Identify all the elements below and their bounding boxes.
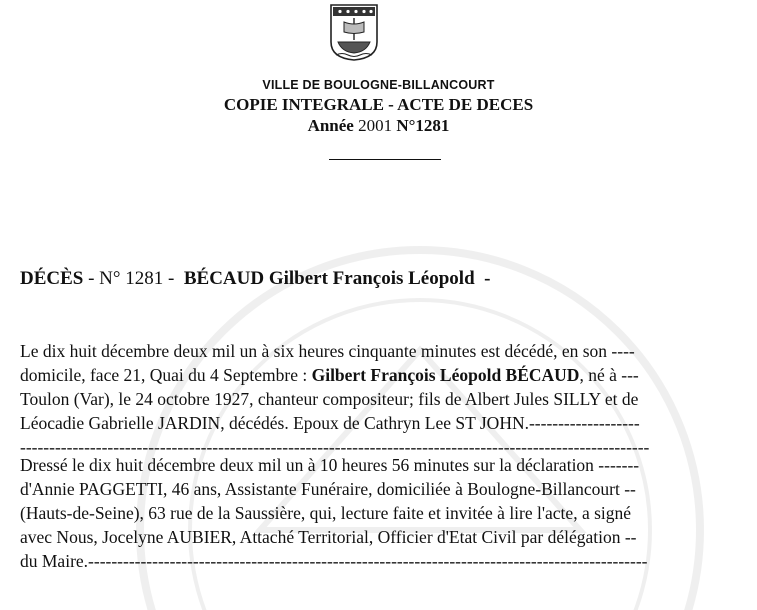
year-value: 2001 [358,116,393,135]
header-divider [329,159,441,160]
entry-suffix: - [484,268,491,289]
paragraph-line: ------------------------------------------------------------------------------------------------------------ [20,437,650,457]
act-number: N°1281 [396,116,450,135]
document-header [0,74,757,136]
paragraph-line: d'Annie PAGGETTI, 46 ans, Assistante Funéraire, domiciliée à Boulogne-Billancourt -- [20,479,636,499]
line-text: , né à --- [579,365,639,385]
paragraph-line: du Maire.------------------------------------------------------------------------------------------------ [20,551,648,571]
paragraph-line: Léocadie Gabrielle JARDIN, décédés. Epoux de Cathryn Lee ST JOHN.------------------- [20,413,640,433]
deceased-full-name: Gilbert François Léopold BÉCAUD [311,365,580,385]
paragraph-line: Dressé le dix huit décembre deux mil un à 10 heures 56 minutes sur la déclaration ------- [20,455,640,475]
city-name: VILLE DE BOULOGNE-BILLANCOURT [262,78,495,92]
death-statement-paragraph [20,339,752,459]
entry-number: - N° 1281 - [88,268,175,289]
entry-label: DÉCÈS [20,268,84,289]
paragraph-line: (Hauts-de-Seine), 63 rue de la Saussière, qui, lecture faite et invitée à lire l'acte, a signé [20,503,632,523]
deceased-name: BÉCAUD Gilbert François Léopold [183,268,475,289]
year-label: Année [307,116,354,135]
document-title: COPIE INTEGRALE - ACTE DE DECES [223,95,534,114]
entry-heading [20,268,490,290]
paragraph-line [20,363,752,387]
declaration-paragraph [20,453,752,573]
year-number-line [0,116,757,136]
city-emblem-icon [328,2,380,62]
line-text: domicile, face 21, Quai du 4 Septembre : [20,365,312,385]
paragraph-line: avec Nous, Jocelyne AUBIER, Attaché Territorial, Officier d'Etat Civil par délégation -- [20,527,637,547]
paragraph-line: Toulon (Var), le 24 octobre 1927, chanteur compositeur; fils de Albert Jules SILLY et de [20,389,639,409]
paragraph-line: Le dix huit décembre deux mil un à six heures cinquante minutes est décédé, en son ---- [20,341,635,361]
